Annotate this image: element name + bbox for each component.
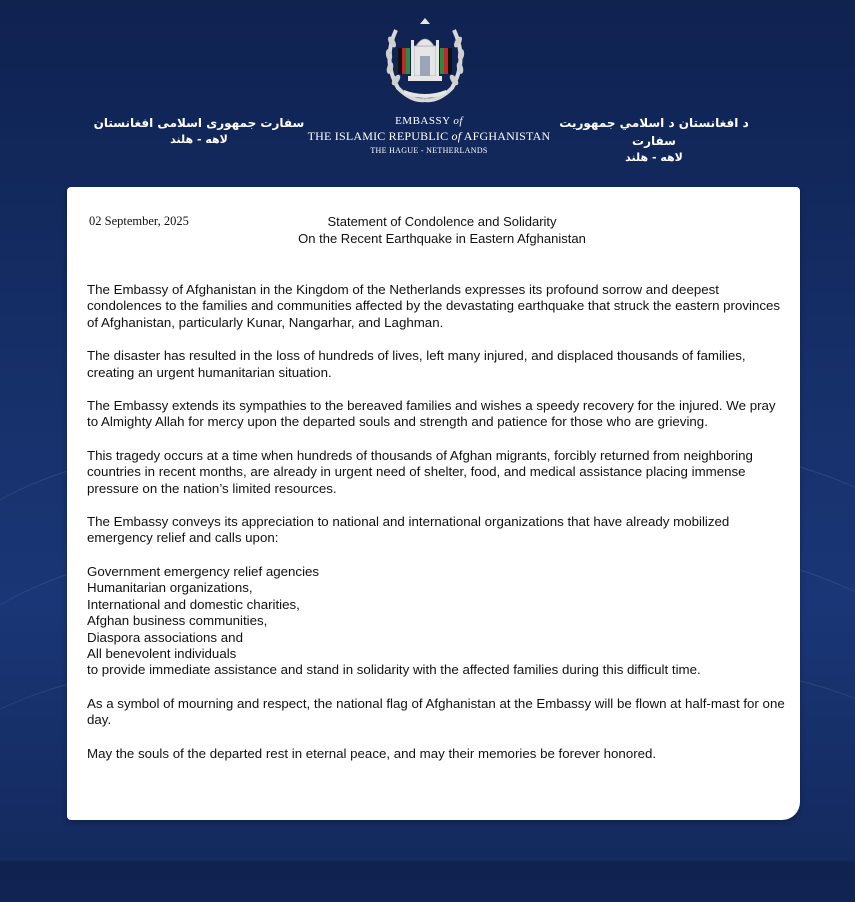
paragraph: This tragedy occurs at a time when hundreds of thousands of Afghan migrants, forcibly returned from neighboring countries in recent months, are already in urgent need of shelter, food, and medical assistance placing immense pressure on the nation’s limited resources. <box>87 447 753 496</box>
paragraph: May the souls of the departed rest in eternal peace, and may their memories be forever honored. <box>87 745 657 761</box>
dari-title <box>84 114 314 148</box>
of-word: of <box>451 129 462 143</box>
paragraph: As a symbol of mourning and respect, the national flag of Afghanistan at the Embassy will be flown at half-mast for one day. <box>87 695 785 728</box>
dari-title-line2: لاهه - هلند <box>170 133 228 146</box>
list-item: Government emergency relief agencies <box>87 563 320 579</box>
statement-body <box>87 282 787 779</box>
subject-line2: On the Recent Earthquake in Eastern Afghanistan <box>298 231 586 246</box>
list-item: All benevolent individuals <box>87 645 237 661</box>
subject-line1: Statement of Condolence and Solidarity <box>327 214 557 229</box>
city-line: THE HAGUE - NETHERLANDS <box>370 146 488 155</box>
appeal-intro: The Embassy conveys its appreciation to national and international organizations that have already mobilized emergency relief and calls upon: <box>87 514 730 546</box>
country-name-a: THE ISLAMIC REPUBLIC <box>307 129 449 143</box>
pashto-title <box>539 114 769 166</box>
appeal-outro: to provide immediate assistance and stand in solidarity with the affected families during this difficult time. <box>87 662 701 678</box>
list-item: Diaspora associations and <box>87 629 243 645</box>
pashto-title-line1: د افغانستان د اسلامي جمهوريت سفارت <box>559 116 749 148</box>
paragraph-appeal <box>87 514 787 547</box>
embassy-word: EMBASSY <box>395 115 451 127</box>
embassy-title <box>300 114 558 158</box>
of-word: of <box>453 115 463 127</box>
dari-title-line1: سفارت جمهوری اسلامی افغانستان <box>93 116 305 130</box>
paragraph: The Embassy of Afghanistan in the Kingdom of the Netherlands expresses its profound sorrow and deepest condolences to the families and communities affected by the devastating earthquake that struck the eastern provinces of Afghanistan, particularly Kunar, Nangarhar, and Laghman. <box>87 282 781 330</box>
pashto-title-line2: لاهه - هلند <box>625 151 683 164</box>
letterhead <box>0 0 855 186</box>
national-emblem-icon <box>376 10 474 105</box>
list-item: Humanitarian organizations, <box>87 580 253 596</box>
statement-subject <box>257 213 627 247</box>
list-item: Afghan business communities, <box>87 613 268 629</box>
paragraph: The disaster has resulted in the loss of hundreds of lives, left many injured, and displaced thousands of families, creating an urgent humanitarian situation. <box>87 348 746 380</box>
country-name-b: AFGHANISTAN <box>463 129 551 143</box>
statement-card <box>67 187 800 820</box>
statement-date: 02 September, 2025 <box>89 214 189 228</box>
paragraph: The Embassy extends its sympathies to the bereaved families and wishes a speedy recovery for the injured. We pray to Almighty Allah for mercy upon the departed souls and strength and patience for those who are grieving. <box>87 398 776 430</box>
list-item: International and domestic charities, <box>87 596 300 612</box>
